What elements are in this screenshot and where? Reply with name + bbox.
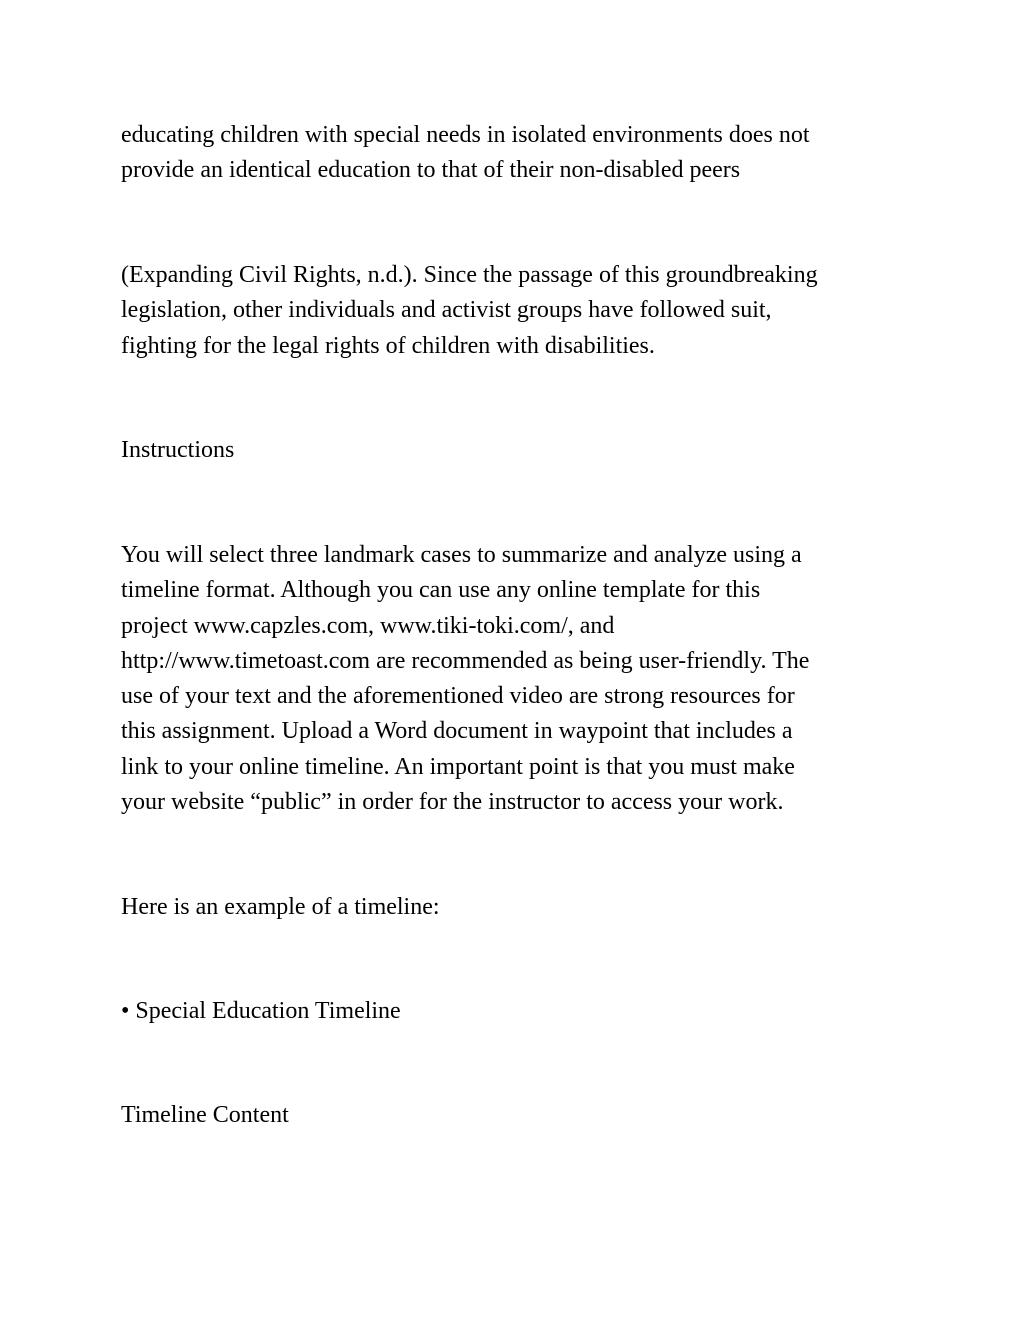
text-line: • Special Education Timeline <box>121 998 401 1024</box>
text-line: use of your text and the aforementioned video are strong resources for <box>121 683 795 710</box>
text-line: project www.capzles.com, www.tiki-toki.com/, and <box>121 612 615 639</box>
text-line: fighting for the legal rights of children with disabilities. <box>121 332 655 359</box>
paragraph-timeline-example <box>121 890 921 925</box>
text-line: http://www.timetoast.com are recommended as being user-friendly. The <box>121 647 810 674</box>
text-line: Instructions <box>121 437 235 463</box>
text-line: your website “public” in order for the instructor to access your work. <box>121 789 784 816</box>
text-line: timeline format. Although you can use any online template for this <box>121 577 761 604</box>
text-line: educating children with special needs in isolated environments does not <box>121 122 810 148</box>
text-line: Timeline Content <box>121 1102 289 1128</box>
paragraph-continued-text <box>121 118 921 189</box>
text-line: You will select three landmark cases to summarize and analyze using a <box>121 542 802 568</box>
paragraph-instructions-body <box>121 538 921 820</box>
text-line: (Expanding Civil Rights, n.d.). Since the passage of this groundbreaking <box>121 262 818 288</box>
heading-instructions <box>121 433 921 468</box>
text-line: Here is an example of a timeline: <box>121 894 440 920</box>
paragraph-civil-rights <box>121 258 921 364</box>
text-line: link to your online timeline. An important point is that you must make <box>121 753 795 780</box>
text-line: this assignment. Upload a Word document in waypoint that includes a <box>121 718 793 745</box>
text-line: legislation, other individuals and activist groups have followed suit, <box>121 297 772 324</box>
bullet-item-special-education-timeline <box>121 994 921 1029</box>
text-line: provide an identical education to that of their non-disabled peers <box>121 157 741 184</box>
heading-timeline-content <box>121 1098 921 1133</box>
